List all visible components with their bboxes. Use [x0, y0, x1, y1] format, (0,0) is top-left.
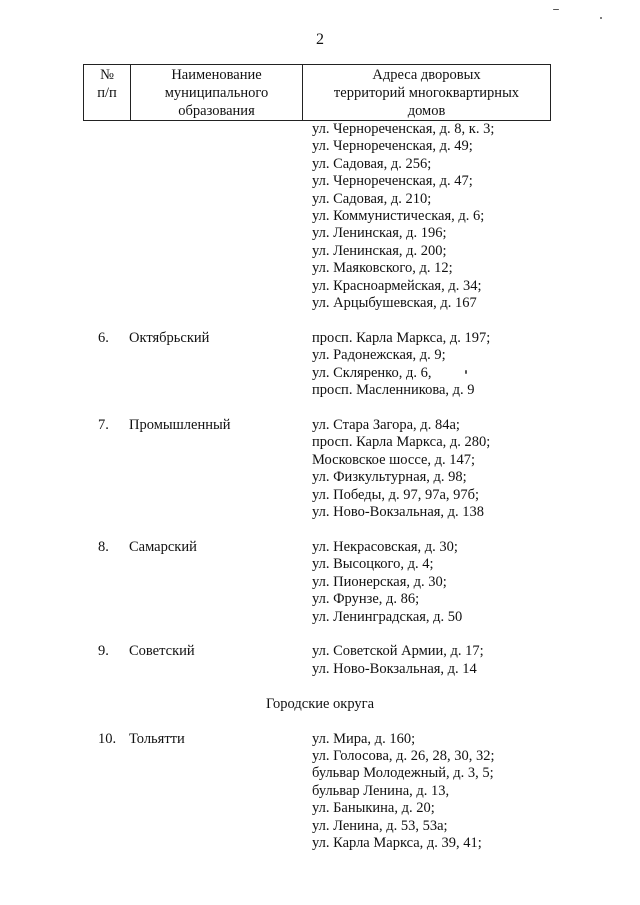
- address-line: Московское шоссе, д. 147;: [312, 451, 476, 468]
- scan-speck: [600, 17, 602, 19]
- header-text: домов: [407, 103, 446, 119]
- header-text: п/п: [97, 85, 117, 101]
- address-line: ул. Пионерская, д. 30;: [312, 573, 447, 590]
- municipality-name: Советский: [129, 643, 195, 660]
- address-line: ул. Маяковского, д. 12;: [312, 260, 453, 277]
- row-number: 9.: [98, 643, 109, 660]
- address-line: ул. Коммунистическая, д. 6;: [312, 208, 485, 224]
- address-line: ул. Ленинградская, д. 50: [312, 608, 463, 625]
- scan-speck: [465, 370, 467, 374]
- scan-speck: [553, 9, 559, 10]
- address-line: ул. Чернореченская, д. 47;: [312, 173, 473, 190]
- header-col-address: [303, 65, 551, 121]
- address-line: ул. Некрасовская, д. 30;: [312, 538, 458, 555]
- address-line: ул. Карла Маркса, д. 39, 41;: [312, 835, 482, 851]
- header-col-number: [84, 65, 131, 121]
- address-line: ул. Садовая, д. 210;: [312, 190, 432, 207]
- address-line: ул. Физкультурная, д. 98;: [312, 469, 467, 486]
- address-line: ул. Садовая, д. 256;: [312, 155, 432, 172]
- address-line: ул. Советской Армии, д. 17;: [312, 643, 484, 660]
- address-line: бульвар Ленина, д. 13,: [312, 782, 450, 799]
- header-text: Адреса дворовых: [372, 67, 481, 83]
- address-line: ул. Красноармейская, д. 34;: [312, 277, 482, 294]
- address-line: ул. Арцыбушевская, д. 167: [312, 295, 477, 311]
- address-line: ул. Мира, д. 160;: [312, 730, 416, 747]
- address-line: ул. Баныкина, д. 20;: [312, 800, 435, 817]
- municipality-name: Промышленный: [129, 417, 231, 433]
- address-line: ул. Радонежская, д. 9;: [312, 347, 446, 364]
- address-line: бульвар Молодежный, д. 3, 5;: [312, 765, 494, 782]
- header-text: территорий многоквартирных: [333, 85, 520, 101]
- header-col-name: [131, 65, 303, 121]
- address-line: ул. Чернореченская, д. 8, к. 3;: [312, 121, 495, 137]
- table-header: [83, 64, 551, 121]
- address-line: ул. Скляренко, д. 6,: [312, 364, 432, 381]
- header-text: Наименование: [171, 67, 262, 83]
- address-line: ул. Голосова, д. 26, 28, 30, 32;: [312, 748, 495, 764]
- address-line: ул. Ленинская, д. 200;: [312, 242, 447, 259]
- address-line: ул. Фрунзе, д. 86;: [312, 591, 420, 608]
- row-number: 7.: [98, 417, 109, 433]
- address-line: ул. Ново-Вокзальная, д. 14: [312, 660, 477, 677]
- address-line: просп. Масленникова, д. 9: [312, 382, 475, 399]
- address-line: просп. Карла Маркса, д. 280;: [312, 434, 491, 451]
- section-title: Городские округа: [265, 695, 375, 712]
- row-number: 8.: [98, 538, 109, 555]
- address-line: ул. Стара Загора, д. 84а;: [312, 417, 460, 433]
- header-text: образования: [178, 103, 255, 119]
- address-line: ул. Ново-Вокзальная, д. 138: [312, 504, 485, 520]
- address-line: ул. Ленина, д. 53, 53а;: [312, 817, 448, 834]
- address-line: ул. Ленинская, д. 196;: [312, 225, 447, 242]
- row-number: 10.: [98, 730, 117, 747]
- municipality-name: Октябрьский: [129, 329, 210, 346]
- header-text: №: [100, 67, 114, 83]
- municipality-name: Тольятти: [129, 730, 185, 747]
- address-line: просп. Карла Маркса, д. 197;: [312, 329, 491, 346]
- municipality-name: Самарский: [129, 538, 197, 555]
- page-number: 2: [316, 31, 324, 48]
- row-number: 6.: [98, 329, 109, 346]
- address-line: ул. Высоцкого, д. 4;: [312, 556, 434, 573]
- address-line: ул. Победы, д. 97, 97а, 97б;: [312, 486, 480, 503]
- header-text: муниципального: [164, 85, 269, 101]
- address-line: ул. Чернореченская, д. 49;: [312, 138, 473, 155]
